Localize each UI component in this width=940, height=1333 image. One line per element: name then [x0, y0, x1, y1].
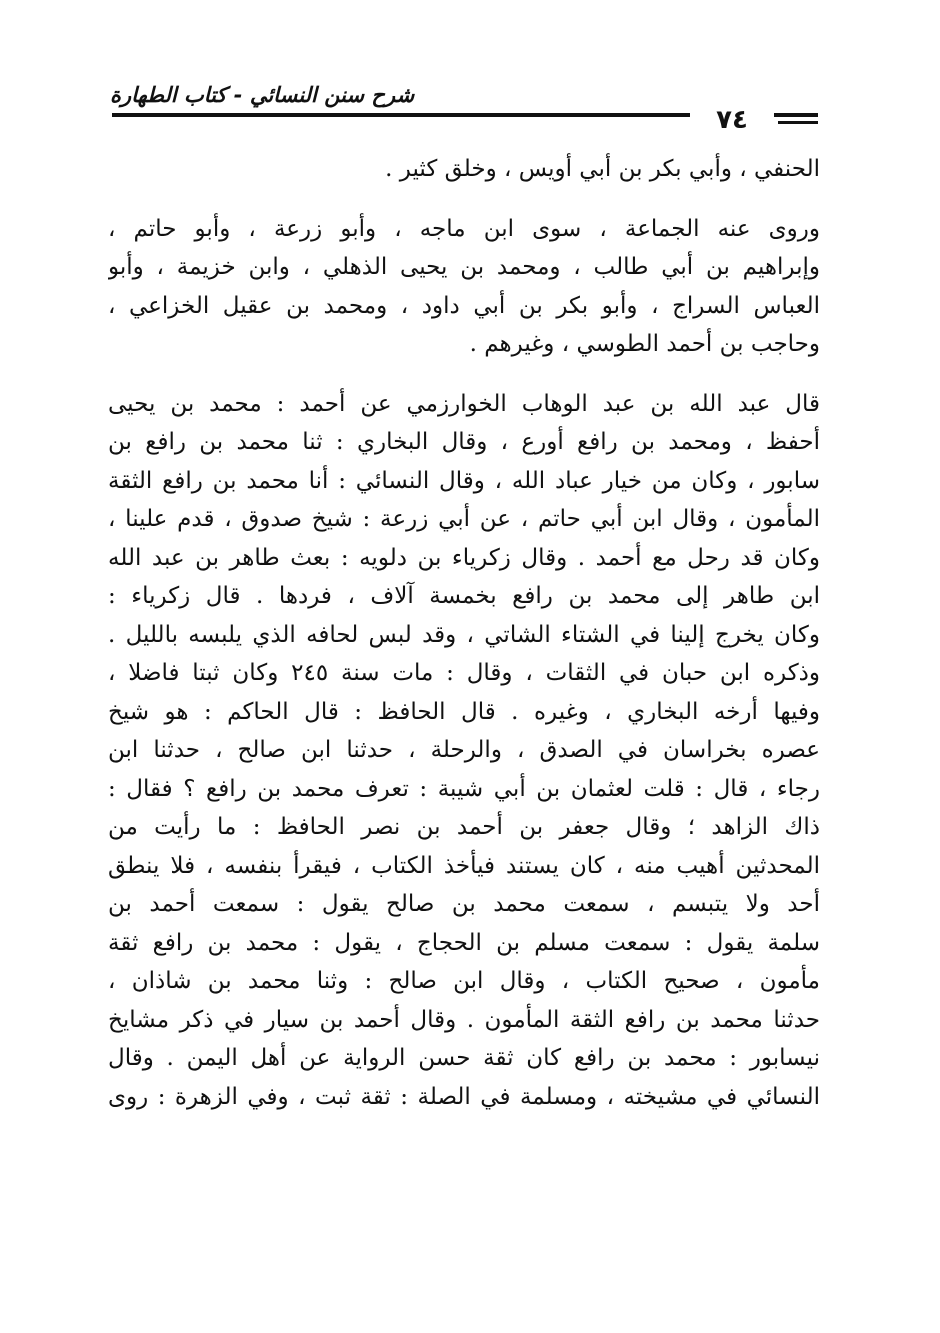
body-text — [108, 150, 820, 1116]
text-line: العباس السراج ، وأبو بكر بن أبي داود ، ومحمد بن عقيل الخزاعي ، — [108, 292, 820, 319]
text-line: حدثنا محمد بن رافع الثقة المأمون . وقال أحمد بن سيار في ذكر مشايخ — [108, 1006, 820, 1033]
text-line: وفيها أرخه البخاري ، وغيره . قال الحافظ : قال الحاكم : هو شيخ — [108, 698, 820, 725]
text-line: ذاك الزاهد ؛ وقال جعفر بن أحمد بن نصر الحافظ : ما رأيت من — [108, 814, 820, 840]
text-line: أحفظ ، ومحمد بن رافع أورع ، وقال البخاري : ثنا محمد بن رافع بن — [108, 429, 820, 455]
text-line: مأمون ، صحيح الكتاب ، وقال ابن صالح : وثنا محمد بن شاذان ، — [108, 968, 820, 994]
page-number: ٧٤ — [690, 98, 774, 142]
text-line: رجاء ، قال : قلت لعثمان بن أبي شيبة : تعرف محمد بن رافع ؟ فقال : — [108, 775, 820, 802]
paragraph-gap — [108, 364, 820, 385]
text-line: ابن طاهر إلى محمد بن رافع بخمسة آلاف ، فردها . قال زكرياء : — [108, 583, 820, 609]
text-line: وكان يخرج إلينا في الشتاء الشاتي ، وقد لبس لحافه الذي يلبسه بالليل . — [108, 621, 820, 648]
text-line: عصره بخراسان في الصدق ، والرحلة ، حدثنا ابن صالح ، حدثنا ابن — [108, 737, 820, 763]
text-line: الحنفي ، وأبي بكر بن أبي أويس ، وخلق كثير . — [385, 156, 820, 182]
text-line: وكان قد رحل مع أحمد . وقال زكرياء بن دلويه : بعث طاهر بن عبد الله — [108, 544, 820, 571]
paragraph-gap — [108, 189, 820, 210]
paragraph-1 — [108, 150, 820, 189]
paragraph-2 — [108, 210, 820, 364]
text-line: النسائي في مشيخته ، ومسلمة في الصلة : ثقة ثبت ، وفي الزهرة : روى — [108, 1083, 820, 1110]
running-header-title: شرح سنن النسائي - كتاب الطهارة — [110, 83, 415, 107]
paragraph-3 — [108, 385, 820, 1117]
text-line: المحدثين أهيب منه ، كان يستند فيأخذ الكتاب ، فيقرأ بنفسه ، فلا ينطق — [108, 852, 820, 879]
text-line: وروى عنه الجماعة ، سوى ابن ماجه ، وأبو زرعة ، وأبو حاتم ، — [108, 215, 820, 242]
text-line: أحد ولا يتبسم ، سمعت محمد بن صالح يقول : سمعت أحمد بن — [108, 891, 820, 917]
text-line: قال عبد الله بن عبد الوهاب الخوارزمي عن أحمد : محمد بن يحيى — [108, 390, 820, 417]
text-line: وحاجب بن أحمد الطوسي ، وغيرهم . — [469, 331, 820, 357]
text-line: وإبراهيم بن أبي طالب ، ومحمد بن يحيى الذهلي ، وابن خزيمة ، وأبو — [108, 254, 820, 280]
text-line: وذكره ابن حبان في الثقات ، وقال : مات سنة ٢٤٥ وكان ثبتا فاضلا ، — [108, 660, 820, 686]
text-line: سابور ، وكان من خيار عباد الله ، وقال النسائي : أنا محمد بن رافع الثقة — [108, 467, 820, 494]
text-line: نيسابور : محمد بن رافع كان ثقة حسن الرواية عن أهل اليمن . وقال — [108, 1045, 820, 1071]
text-line: سلمة يقول : سمعت مسلم بن الحجاج ، يقول : محمد بن رافع ثقة — [108, 929, 820, 956]
page-number-dash — [778, 121, 818, 124]
text-line: المأمون ، وقال ابن أبي حاتم ، عن أبي زرعة : شيخ صدوق ، قدم علينا ، — [108, 506, 820, 532]
